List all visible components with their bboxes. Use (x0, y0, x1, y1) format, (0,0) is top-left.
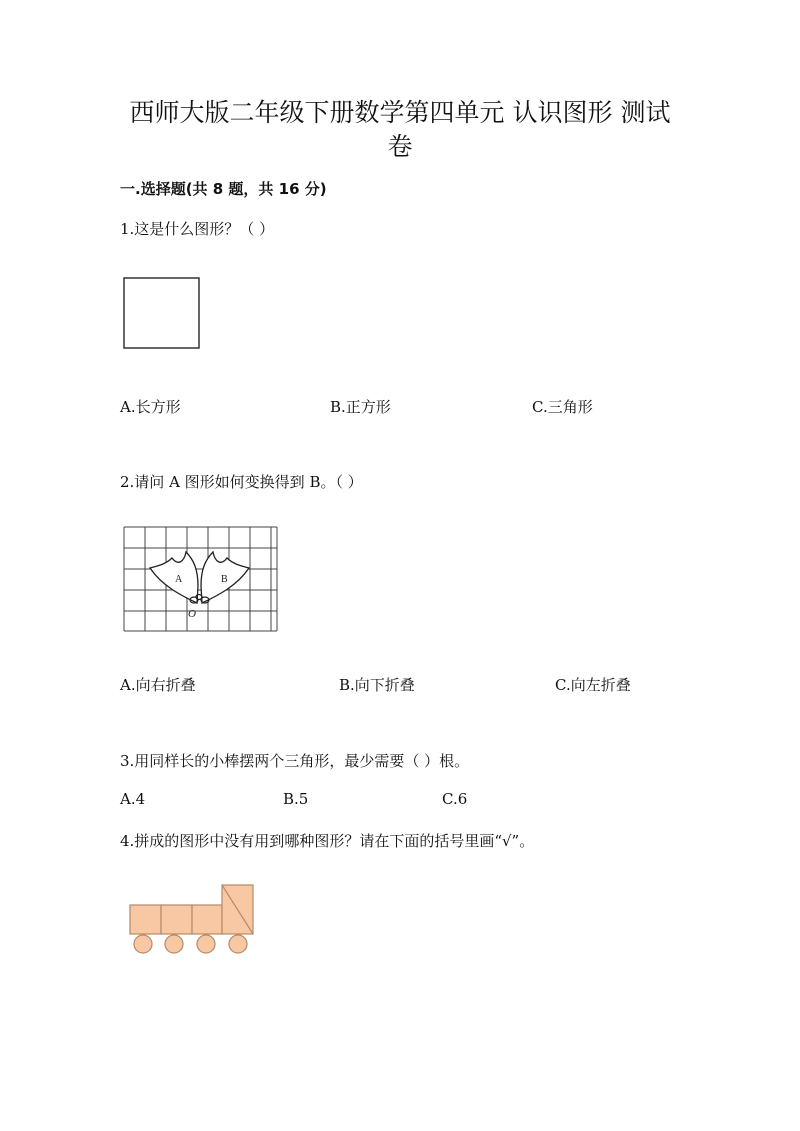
section-heading: 一.选择题(共 8 题，共 16 分) (120, 180, 327, 198)
question-2-grid-figure (122, 526, 282, 634)
question-3-option-b[interactable]: B.5 (283, 790, 309, 808)
question-3-option-c[interactable]: C.6 (442, 790, 468, 808)
petal-a-shape (150, 552, 198, 603)
grid-lines (124, 527, 277, 631)
question-1-text: 1.这是什么图形？（ ） (120, 220, 275, 238)
page-title (100, 96, 700, 164)
question-1-option-b[interactable]: B.正方形 (330, 398, 391, 416)
question-1-option-c[interactable]: C.三角形 (532, 398, 593, 416)
question-2-option-c[interactable]: C.向左折叠 (555, 676, 631, 694)
label-o: O (188, 608, 196, 620)
square-shape (124, 278, 199, 348)
title-line-2: 卷 (387, 132, 413, 161)
body-square-3 (192, 905, 222, 934)
label-b: B (221, 574, 228, 585)
question-1-option-a[interactable]: A.长方形 (120, 398, 181, 416)
wheel-1 (134, 935, 152, 953)
body-square-1 (130, 905, 161, 934)
wheel-4 (229, 935, 247, 953)
question-2-option-b[interactable]: B.向下折叠 (339, 676, 415, 694)
title-line-1: 西师大版二年级下册数学第四单元 认识图形 测试 (129, 98, 671, 127)
wheel-3 (197, 935, 215, 953)
question-3-option-a[interactable]: A.4 (120, 790, 146, 808)
question-1-square-figure (122, 276, 202, 350)
question-4-truck-figure (126, 883, 258, 955)
wheel-2 (165, 935, 183, 953)
question-2-option-a[interactable]: A.向右折叠 (120, 676, 196, 694)
body-square-2 (161, 905, 192, 934)
question-2-text: 2.请问 A 图形如何变换得到 B。（ ） (120, 473, 363, 491)
label-a: A (175, 574, 183, 585)
question-3-text: 3.用同样长的小棒摆两个三角形，最少需要（ ）根。 (120, 752, 470, 770)
question-4-text: 4.拼成的图形中没有用到哪种图形？请在下面的括号里画“√”。 (120, 832, 535, 850)
